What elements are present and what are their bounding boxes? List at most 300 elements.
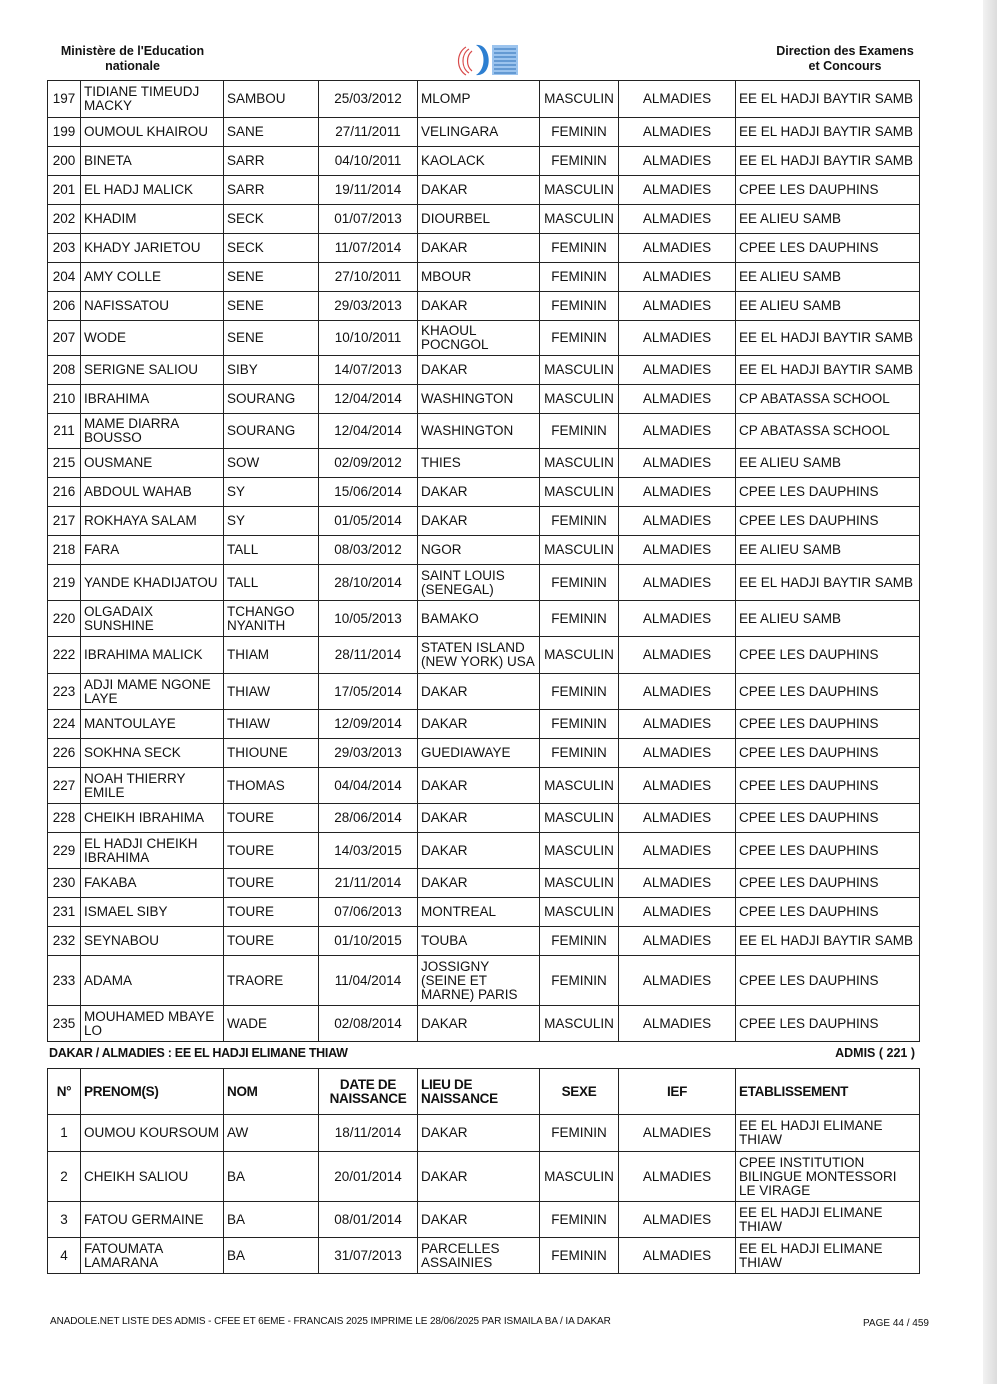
directorate-header bbox=[755, 44, 935, 74]
cell-school: EE EL HADJI ELIMANE THIAW bbox=[736, 1115, 920, 1152]
cell-sex: MASCULIN bbox=[540, 637, 619, 674]
cell-ief: ALMADIES bbox=[619, 739, 736, 768]
cell-last-name: SARR bbox=[224, 147, 319, 176]
cell-sex: MASCULIN bbox=[540, 356, 619, 385]
cell-last-name: THOMAS bbox=[224, 768, 319, 804]
directorate-line1: Direction des Examens bbox=[776, 44, 914, 58]
cell-sex: MASCULIN bbox=[540, 869, 619, 898]
cell-birth-date: 19/11/2014 bbox=[319, 176, 418, 205]
section-title: DAKAR / ALMADIES : EE EL HADJI ELIMANE THIAW bbox=[49, 1046, 348, 1060]
cell-sex: FEMININ bbox=[540, 1202, 619, 1238]
cell-ief: ALMADIES bbox=[619, 1202, 736, 1238]
cell-sex: MASCULIN bbox=[540, 1152, 619, 1202]
cell-school: EE ALIEU SAMB bbox=[736, 536, 920, 565]
cell-school: EE EL HADJI BAYTIR SAMB bbox=[736, 565, 920, 601]
cell-ief: ALMADIES bbox=[619, 637, 736, 674]
table-row bbox=[48, 833, 920, 869]
cell-birth-place: DAKAR bbox=[418, 507, 540, 536]
cell-sex: MASCULIN bbox=[540, 205, 619, 234]
table-row bbox=[48, 637, 920, 674]
cell-ief: ALMADIES bbox=[619, 321, 736, 356]
cell-row-number: 1 bbox=[48, 1115, 81, 1152]
cell-birth-place: DAKAR bbox=[418, 234, 540, 263]
cell-school: CPEE LES DAUPHINS bbox=[736, 768, 920, 804]
cell-birth-date: 15/06/2014 bbox=[319, 478, 418, 507]
cell-school: CP ABATASSA SCHOOL bbox=[736, 385, 920, 414]
results-table-continued bbox=[47, 80, 920, 1042]
cell-birth-place: DAKAR bbox=[418, 710, 540, 739]
cell-birth-date: 04/10/2011 bbox=[319, 147, 418, 176]
cell-row-number: 227 bbox=[48, 768, 81, 804]
cell-row-number: 207 bbox=[48, 321, 81, 356]
cell-last-name: TOURE bbox=[224, 898, 319, 927]
cell-ief: ALMADIES bbox=[619, 147, 736, 176]
cell-first-names: FATOUMATA LAMARANA bbox=[81, 1238, 224, 1274]
cell-birth-place: MLOMP bbox=[418, 81, 540, 118]
cell-last-name: SARR bbox=[224, 176, 319, 205]
cell-school: EE ALIEU SAMB bbox=[736, 601, 920, 637]
cell-row-number: 2 bbox=[48, 1152, 81, 1202]
col-header-date-naissance: DATE DE NAISSANCE bbox=[319, 1069, 418, 1115]
cell-ief: ALMADIES bbox=[619, 927, 736, 956]
cell-row-number: 215 bbox=[48, 449, 81, 478]
cell-first-names: NOAH THIERRY EMILE bbox=[81, 768, 224, 804]
cell-sex: FEMININ bbox=[540, 565, 619, 601]
cell-last-name: TALL bbox=[224, 536, 319, 565]
cell-birth-date: 31/07/2013 bbox=[319, 1238, 418, 1274]
cell-last-name: TOURE bbox=[224, 927, 319, 956]
cell-birth-place: TOUBA bbox=[418, 927, 540, 956]
cell-last-name: SENE bbox=[224, 321, 319, 356]
cell-birth-place: DAKAR bbox=[418, 292, 540, 321]
cell-row-number: 220 bbox=[48, 601, 81, 637]
ministry-line1: Ministère de l'Education bbox=[60, 44, 205, 58]
table-row bbox=[48, 478, 920, 507]
cell-ief: ALMADIES bbox=[619, 507, 736, 536]
cell-ief: ALMADIES bbox=[619, 898, 736, 927]
cell-last-name: SY bbox=[224, 507, 319, 536]
cell-birth-place: STATEN ISLAND (NEW YORK) USA bbox=[418, 637, 540, 674]
cell-last-name: TOURE bbox=[224, 833, 319, 869]
cell-birth-place: DAKAR bbox=[418, 1152, 540, 1202]
cell-first-names: ISMAEL SIBY bbox=[81, 898, 224, 927]
cell-first-names: BINETA bbox=[81, 147, 224, 176]
cell-sex: MASCULIN bbox=[540, 833, 619, 869]
table-row bbox=[48, 674, 920, 710]
cell-last-name: TOURE bbox=[224, 869, 319, 898]
cell-ief: ALMADIES bbox=[619, 869, 736, 898]
cell-birth-date: 14/07/2013 bbox=[319, 356, 418, 385]
cell-birth-date: 29/03/2013 bbox=[319, 292, 418, 321]
cell-school: EE EL HADJI BAYTIR SAMB bbox=[736, 321, 920, 356]
cell-birth-date: 14/03/2015 bbox=[319, 833, 418, 869]
cell-school: CPEE INSTITUTION BILINGUE MONTESSORI LE VIRAGE bbox=[736, 1152, 920, 1202]
cell-last-name: TALL bbox=[224, 565, 319, 601]
table-row bbox=[48, 927, 920, 956]
cell-ief: ALMADIES bbox=[619, 81, 736, 118]
cell-sex: MASCULIN bbox=[540, 176, 619, 205]
cell-sex: FEMININ bbox=[540, 1238, 619, 1274]
cell-row-number: 223 bbox=[48, 674, 81, 710]
cell-birth-date: 01/07/2013 bbox=[319, 205, 418, 234]
cell-last-name: SENE bbox=[224, 263, 319, 292]
cell-row-number: 224 bbox=[48, 710, 81, 739]
table-row bbox=[48, 234, 920, 263]
cell-birth-date: 12/04/2014 bbox=[319, 385, 418, 414]
cell-first-names: IBRAHIMA bbox=[81, 385, 224, 414]
cell-school: CPEE LES DAUPHINS bbox=[736, 507, 920, 536]
cell-ief: ALMADIES bbox=[619, 263, 736, 292]
cell-birth-date: 02/09/2012 bbox=[319, 449, 418, 478]
table-row bbox=[48, 321, 920, 356]
cell-ief: ALMADIES bbox=[619, 833, 736, 869]
cell-row-number: 222 bbox=[48, 637, 81, 674]
cell-birth-place: VELINGARA bbox=[418, 118, 540, 147]
cell-row-number: 199 bbox=[48, 118, 81, 147]
cell-school: CPEE LES DAUPHINS bbox=[736, 804, 920, 833]
cell-birth-place: MBOUR bbox=[418, 263, 540, 292]
cell-sex: MASCULIN bbox=[540, 81, 619, 118]
cell-sex: MASCULIN bbox=[540, 449, 619, 478]
cell-first-names: ROKHAYA SALAM bbox=[81, 507, 224, 536]
cell-sex: MASCULIN bbox=[540, 898, 619, 927]
ministry-logo bbox=[452, 41, 522, 79]
cell-last-name: THIOUNE bbox=[224, 739, 319, 768]
cell-birth-date: 27/10/2011 bbox=[319, 263, 418, 292]
cell-last-name: THIAW bbox=[224, 710, 319, 739]
cell-ief: ALMADIES bbox=[619, 176, 736, 205]
cell-birth-date: 04/04/2014 bbox=[319, 768, 418, 804]
cell-first-names: IBRAHIMA MALICK bbox=[81, 637, 224, 674]
cell-birth-date: 29/03/2013 bbox=[319, 739, 418, 768]
cell-ief: ALMADIES bbox=[619, 768, 736, 804]
cell-row-number: 211 bbox=[48, 414, 81, 449]
cell-birth-place: DAKAR bbox=[418, 1006, 540, 1042]
cell-row-number: 231 bbox=[48, 898, 81, 927]
cell-sex: FEMININ bbox=[540, 321, 619, 356]
cell-ief: ALMADIES bbox=[619, 292, 736, 321]
cell-row-number: 206 bbox=[48, 292, 81, 321]
cell-last-name: SIBY bbox=[224, 356, 319, 385]
cell-ief: ALMADIES bbox=[619, 385, 736, 414]
cell-first-names: AMY COLLE bbox=[81, 263, 224, 292]
cell-ief: ALMADIES bbox=[619, 536, 736, 565]
cell-sex: FEMININ bbox=[540, 927, 619, 956]
cell-birth-place: PARCELLES ASSAINIES bbox=[418, 1238, 540, 1274]
cell-school: EE ALIEU SAMB bbox=[736, 263, 920, 292]
cell-school: EE EL HADJI BAYTIR SAMB bbox=[736, 118, 920, 147]
cell-birth-date: 27/11/2011 bbox=[319, 118, 418, 147]
cell-sex: FEMININ bbox=[540, 739, 619, 768]
cell-birth-place: WASHINGTON bbox=[418, 414, 540, 449]
cell-birth-place: NGOR bbox=[418, 536, 540, 565]
cell-ief: ALMADIES bbox=[619, 234, 736, 263]
cell-school: CPEE LES DAUPHINS bbox=[736, 478, 920, 507]
cell-sex: FEMININ bbox=[540, 710, 619, 739]
cell-birth-place: DAKAR bbox=[418, 176, 540, 205]
cell-first-names: ADJI MAME NGONE LAYE bbox=[81, 674, 224, 710]
cell-last-name: SECK bbox=[224, 234, 319, 263]
cell-birth-place: WASHINGTON bbox=[418, 385, 540, 414]
cell-school: EE EL HADJI BAYTIR SAMB bbox=[736, 356, 920, 385]
cell-first-names: TIDIANE TIMEUDJ MACKY bbox=[81, 81, 224, 118]
table-row bbox=[48, 1202, 920, 1238]
table-row bbox=[48, 205, 920, 234]
cell-first-names: CHEIKH SALIOU bbox=[81, 1152, 224, 1202]
cell-birth-place: DAKAR bbox=[418, 356, 540, 385]
admis-count: ADMIS ( 221 ) bbox=[835, 1046, 915, 1060]
cell-last-name: BA bbox=[224, 1202, 319, 1238]
cell-birth-place: JOSSIGNY (SEINE ET MARNE) PARIS bbox=[418, 956, 540, 1006]
cell-birth-place: DAKAR bbox=[418, 1115, 540, 1152]
cell-school: EE EL HADJI BAYTIR SAMB bbox=[736, 147, 920, 176]
cell-first-names: ADAMA bbox=[81, 956, 224, 1006]
cell-sex: MASCULIN bbox=[540, 804, 619, 833]
cell-birth-date: 21/11/2014 bbox=[319, 869, 418, 898]
cell-birth-date: 28/10/2014 bbox=[319, 565, 418, 601]
footer-print-info: ANADOLE.NET LISTE DES ADMIS - CFEE ET 6EME - FRANCAIS 2025 IMPRIME LE 28/06/2025 PAR ISMAILA BA / IA DAKAR bbox=[50, 1316, 611, 1327]
cell-row-number: 232 bbox=[48, 927, 81, 956]
cell-ief: ALMADIES bbox=[619, 1115, 736, 1152]
cell-sex: MASCULIN bbox=[540, 385, 619, 414]
cell-row-number: 216 bbox=[48, 478, 81, 507]
cell-last-name: SECK bbox=[224, 205, 319, 234]
cell-birth-date: 25/03/2012 bbox=[319, 81, 418, 118]
cell-row-number: 217 bbox=[48, 507, 81, 536]
cell-birth-date: 10/10/2011 bbox=[319, 321, 418, 356]
cell-birth-date: 02/08/2014 bbox=[319, 1006, 418, 1042]
cell-sex: FEMININ bbox=[540, 674, 619, 710]
cell-ief: ALMADIES bbox=[619, 478, 736, 507]
results-table-new-section bbox=[47, 1068, 920, 1274]
cell-last-name: SAMBOU bbox=[224, 81, 319, 118]
cell-row-number: 4 bbox=[48, 1238, 81, 1274]
table-row bbox=[48, 449, 920, 478]
cell-row-number: 233 bbox=[48, 956, 81, 1006]
cell-ief: ALMADIES bbox=[619, 601, 736, 637]
table-row bbox=[48, 414, 920, 449]
cell-last-name: THIAW bbox=[224, 674, 319, 710]
cell-row-number: 3 bbox=[48, 1202, 81, 1238]
ministry-line2: nationale bbox=[105, 59, 160, 73]
cell-last-name: BA bbox=[224, 1152, 319, 1202]
cell-first-names: EL HADJI CHEIKH IBRAHIMA bbox=[81, 833, 224, 869]
cell-school: EE EL HADJI ELIMANE THIAW bbox=[736, 1238, 920, 1274]
cell-last-name: SENE bbox=[224, 292, 319, 321]
cell-first-names: MANTOULAYE bbox=[81, 710, 224, 739]
cell-ief: ALMADIES bbox=[619, 1238, 736, 1274]
cell-first-names: SEYNABOU bbox=[81, 927, 224, 956]
cell-last-name: SY bbox=[224, 478, 319, 507]
table-row bbox=[48, 81, 920, 118]
cell-birth-place: DAKAR bbox=[418, 869, 540, 898]
col-header-etablissement: ETABLISSEMENT bbox=[736, 1069, 920, 1115]
col-header-nom: NOM bbox=[224, 1069, 319, 1115]
cell-last-name: AW bbox=[224, 1115, 319, 1152]
cell-sex: FEMININ bbox=[540, 956, 619, 1006]
cell-school: CP ABATASSA SCHOOL bbox=[736, 414, 920, 449]
cell-school: CPEE LES DAUPHINS bbox=[736, 898, 920, 927]
cell-first-names: KHADY JARIETOU bbox=[81, 234, 224, 263]
cell-sex: MASCULIN bbox=[540, 536, 619, 565]
cell-ief: ALMADIES bbox=[619, 118, 736, 147]
cell-school: CPEE LES DAUPHINS bbox=[736, 234, 920, 263]
cell-row-number: 235 bbox=[48, 1006, 81, 1042]
table-row bbox=[48, 536, 920, 565]
cell-last-name: SANE bbox=[224, 118, 319, 147]
cell-row-number: 200 bbox=[48, 147, 81, 176]
cell-ief: ALMADIES bbox=[619, 956, 736, 1006]
cell-sex: MASCULIN bbox=[540, 1006, 619, 1042]
cell-row-number: 203 bbox=[48, 234, 81, 263]
cell-birth-place: KHAOUL POCNGOL bbox=[418, 321, 540, 356]
cell-ief: ALMADIES bbox=[619, 356, 736, 385]
table-row bbox=[48, 1152, 920, 1202]
cell-row-number: 204 bbox=[48, 263, 81, 292]
cell-school: CPEE LES DAUPHINS bbox=[736, 710, 920, 739]
cell-birth-place: DAKAR bbox=[418, 804, 540, 833]
cell-sex: FEMININ bbox=[540, 234, 619, 263]
cell-school: EE ALIEU SAMB bbox=[736, 292, 920, 321]
cell-first-names: YANDE KHADIJATOU bbox=[81, 565, 224, 601]
cell-birth-place: DAKAR bbox=[418, 674, 540, 710]
cell-birth-date: 01/10/2015 bbox=[319, 927, 418, 956]
cell-birth-place: SAINT LOUIS (SENEGAL) bbox=[418, 565, 540, 601]
cell-birth-place: THIES bbox=[418, 449, 540, 478]
cell-birth-place: GUEDIAWAYE bbox=[418, 739, 540, 768]
cell-birth-date: 07/06/2013 bbox=[319, 898, 418, 927]
col-header-lieu-naissance: LIEU DE NAISSANCE bbox=[418, 1069, 540, 1115]
cell-school: EE ALIEU SAMB bbox=[736, 449, 920, 478]
cell-birth-place: DAKAR bbox=[418, 1202, 540, 1238]
cell-birth-date: 11/04/2014 bbox=[319, 956, 418, 1006]
cell-birth-place: DIOURBEL bbox=[418, 205, 540, 234]
cell-school: CPEE LES DAUPHINS bbox=[736, 176, 920, 205]
cell-row-number: 226 bbox=[48, 739, 81, 768]
cell-birth-place: BAMAKO bbox=[418, 601, 540, 637]
cell-row-number: 201 bbox=[48, 176, 81, 205]
table-row bbox=[48, 601, 920, 637]
cell-school: CPEE LES DAUPHINS bbox=[736, 637, 920, 674]
cell-ief: ALMADIES bbox=[619, 674, 736, 710]
cell-sex: FEMININ bbox=[540, 118, 619, 147]
cell-birth-date: 17/05/2014 bbox=[319, 674, 418, 710]
cell-first-names: FATOU GERMAINE bbox=[81, 1202, 224, 1238]
cell-first-names: SERIGNE SALIOU bbox=[81, 356, 224, 385]
table-row bbox=[48, 739, 920, 768]
cell-birth-date: 20/01/2014 bbox=[319, 1152, 418, 1202]
cell-row-number: 210 bbox=[48, 385, 81, 414]
cell-birth-date: 11/07/2014 bbox=[319, 234, 418, 263]
cell-first-names: OUSMANE bbox=[81, 449, 224, 478]
directorate-line2: et Concours bbox=[808, 59, 882, 73]
col-header-number: N° bbox=[48, 1069, 81, 1115]
table-row bbox=[48, 385, 920, 414]
table-row bbox=[48, 176, 920, 205]
cell-ief: ALMADIES bbox=[619, 710, 736, 739]
cell-ief: ALMADIES bbox=[619, 565, 736, 601]
cell-school: CPEE LES DAUPHINS bbox=[736, 674, 920, 710]
table-row bbox=[48, 292, 920, 321]
cell-last-name: THIAM bbox=[224, 637, 319, 674]
cell-last-name: BA bbox=[224, 1238, 319, 1274]
table-row bbox=[48, 356, 920, 385]
cell-birth-date: 12/04/2014 bbox=[319, 414, 418, 449]
cell-first-names: OLGADAIX SUNSHINE bbox=[81, 601, 224, 637]
table-header-row bbox=[48, 1069, 920, 1115]
cell-birth-date: 08/03/2012 bbox=[319, 536, 418, 565]
col-header-sexe: SEXE bbox=[540, 1069, 619, 1115]
cell-school: CPEE LES DAUPHINS bbox=[736, 833, 920, 869]
ministry-header bbox=[50, 44, 215, 74]
cell-school: EE EL HADJI BAYTIR SAMB bbox=[736, 927, 920, 956]
cell-row-number: 197 bbox=[48, 81, 81, 118]
cell-row-number: 230 bbox=[48, 869, 81, 898]
table-row bbox=[48, 768, 920, 804]
cell-first-names: FARA bbox=[81, 536, 224, 565]
cell-birth-place: MONTREAL bbox=[418, 898, 540, 927]
cell-birth-date: 12/09/2014 bbox=[319, 710, 418, 739]
cell-ief: ALMADIES bbox=[619, 449, 736, 478]
table-row bbox=[48, 118, 920, 147]
cell-first-names: EL HADJ MALICK bbox=[81, 176, 224, 205]
cell-last-name: SOURANG bbox=[224, 414, 319, 449]
table-row bbox=[48, 507, 920, 536]
cell-row-number: 208 bbox=[48, 356, 81, 385]
cell-ief: ALMADIES bbox=[619, 1152, 736, 1202]
cell-birth-date: 10/05/2013 bbox=[319, 601, 418, 637]
cell-last-name: TOURE bbox=[224, 804, 319, 833]
cell-school: CPEE LES DAUPHINS bbox=[736, 869, 920, 898]
cell-birth-place: KAOLACK bbox=[418, 147, 540, 176]
table-row bbox=[48, 1238, 920, 1274]
cell-first-names: MOUHAMED MBAYE LO bbox=[81, 1006, 224, 1042]
cell-school: EE ALIEU SAMB bbox=[736, 205, 920, 234]
cell-first-names: SOKHNA SECK bbox=[81, 739, 224, 768]
cell-school: CPEE LES DAUPHINS bbox=[736, 739, 920, 768]
cell-row-number: 202 bbox=[48, 205, 81, 234]
footer-page-number: PAGE 44 / 459 bbox=[863, 1318, 929, 1329]
cell-first-names: CHEIKH IBRAHIMA bbox=[81, 804, 224, 833]
cell-ief: ALMADIES bbox=[619, 804, 736, 833]
page-edge-shadow bbox=[983, 0, 997, 1384]
cell-birth-date: 28/11/2014 bbox=[319, 637, 418, 674]
cell-sex: MASCULIN bbox=[540, 478, 619, 507]
table-row bbox=[48, 710, 920, 739]
cell-first-names: NAFISSATOU bbox=[81, 292, 224, 321]
cell-first-names: WODE bbox=[81, 321, 224, 356]
cell-birth-date: 18/11/2014 bbox=[319, 1115, 418, 1152]
cell-sex: FEMININ bbox=[540, 1115, 619, 1152]
cell-sex: FEMININ bbox=[540, 263, 619, 292]
cell-first-names: OUMOUL KHAIROU bbox=[81, 118, 224, 147]
cell-first-names: KHADIM bbox=[81, 205, 224, 234]
col-header-prenoms: PRENOM(S) bbox=[81, 1069, 224, 1115]
cell-sex: FEMININ bbox=[540, 147, 619, 176]
cell-row-number: 219 bbox=[48, 565, 81, 601]
table-row bbox=[48, 1006, 920, 1042]
cell-last-name: WADE bbox=[224, 1006, 319, 1042]
cell-birth-date: 28/06/2014 bbox=[319, 804, 418, 833]
cell-last-name: SOW bbox=[224, 449, 319, 478]
cell-school: CPEE LES DAUPHINS bbox=[736, 956, 920, 1006]
cell-school: EE EL HADJI BAYTIR SAMB bbox=[736, 81, 920, 118]
table-row bbox=[48, 1115, 920, 1152]
table-row bbox=[48, 263, 920, 292]
cell-birth-place: DAKAR bbox=[418, 768, 540, 804]
cell-sex: FEMININ bbox=[540, 292, 619, 321]
cell-school: CPEE LES DAUPHINS bbox=[736, 1006, 920, 1042]
